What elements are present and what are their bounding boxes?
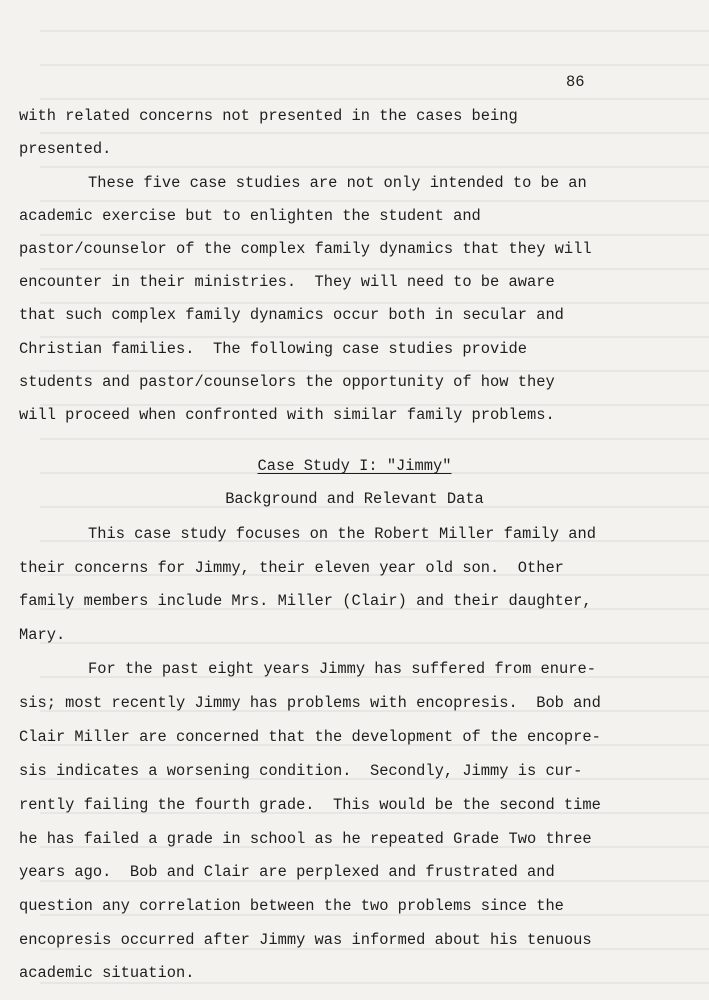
text-line: that such complex family dynamics occur both in secular and xyxy=(19,306,564,324)
section-heading xyxy=(0,456,709,476)
text-line: These five case studies are not only intended to be an xyxy=(88,174,587,192)
text-line: Christian families. The following case studies provide xyxy=(19,340,527,358)
page-number: 86 xyxy=(566,73,585,91)
text-line: For the past eight years Jimmy has suffered from enure- xyxy=(88,660,596,678)
text-line: will proceed when confronted with similar family problems. xyxy=(19,406,555,424)
text-line: he has failed a grade in school as he repeated Grade Two three xyxy=(19,830,592,848)
text-line: academic situation. xyxy=(19,964,195,982)
text-line: rently failing the fourth grade. This would be the second time xyxy=(19,796,601,814)
text-line: presented. xyxy=(19,140,112,158)
text-line: Clair Miller are concerned that the development of the encopre- xyxy=(19,728,601,746)
text-line: their concerns for Jimmy, their eleven year old son. Other xyxy=(19,559,564,577)
text-line: question any correlation between the two problems since the xyxy=(19,897,564,915)
text-line: sis indicates a worsening condition. Secondly, Jimmy is cur- xyxy=(19,762,583,780)
text-line: academic exercise but to enlighten the student and xyxy=(19,207,481,225)
text-line: Mary. xyxy=(19,626,66,644)
text-line: years ago. Bob and Clair are perplexed and frustrated and xyxy=(19,863,555,881)
text-line: encounter in their ministries. They will need to be aware xyxy=(19,273,555,291)
text-line: students and pastor/counselors the opportunity of how they xyxy=(19,373,555,391)
text-line: pastor/counselor of the complex family dynamics that they will xyxy=(19,240,592,258)
text-line: This case study focuses on the Robert Miller family and xyxy=(88,525,596,543)
section-heading-text: Case Study I: "Jimmy" xyxy=(257,457,452,475)
text-line: with related concerns not presented in the cases being xyxy=(19,107,518,125)
text-line: family members include Mrs. Miller (Clair) and their daughter, xyxy=(19,592,592,610)
text-line: sis; most recently Jimmy has problems with encopresis. Bob and xyxy=(19,694,601,712)
text-line: encopresis occurred after Jimmy was informed about his tenuous xyxy=(19,931,592,949)
section-subheading: Background and Relevant Data xyxy=(225,490,484,508)
